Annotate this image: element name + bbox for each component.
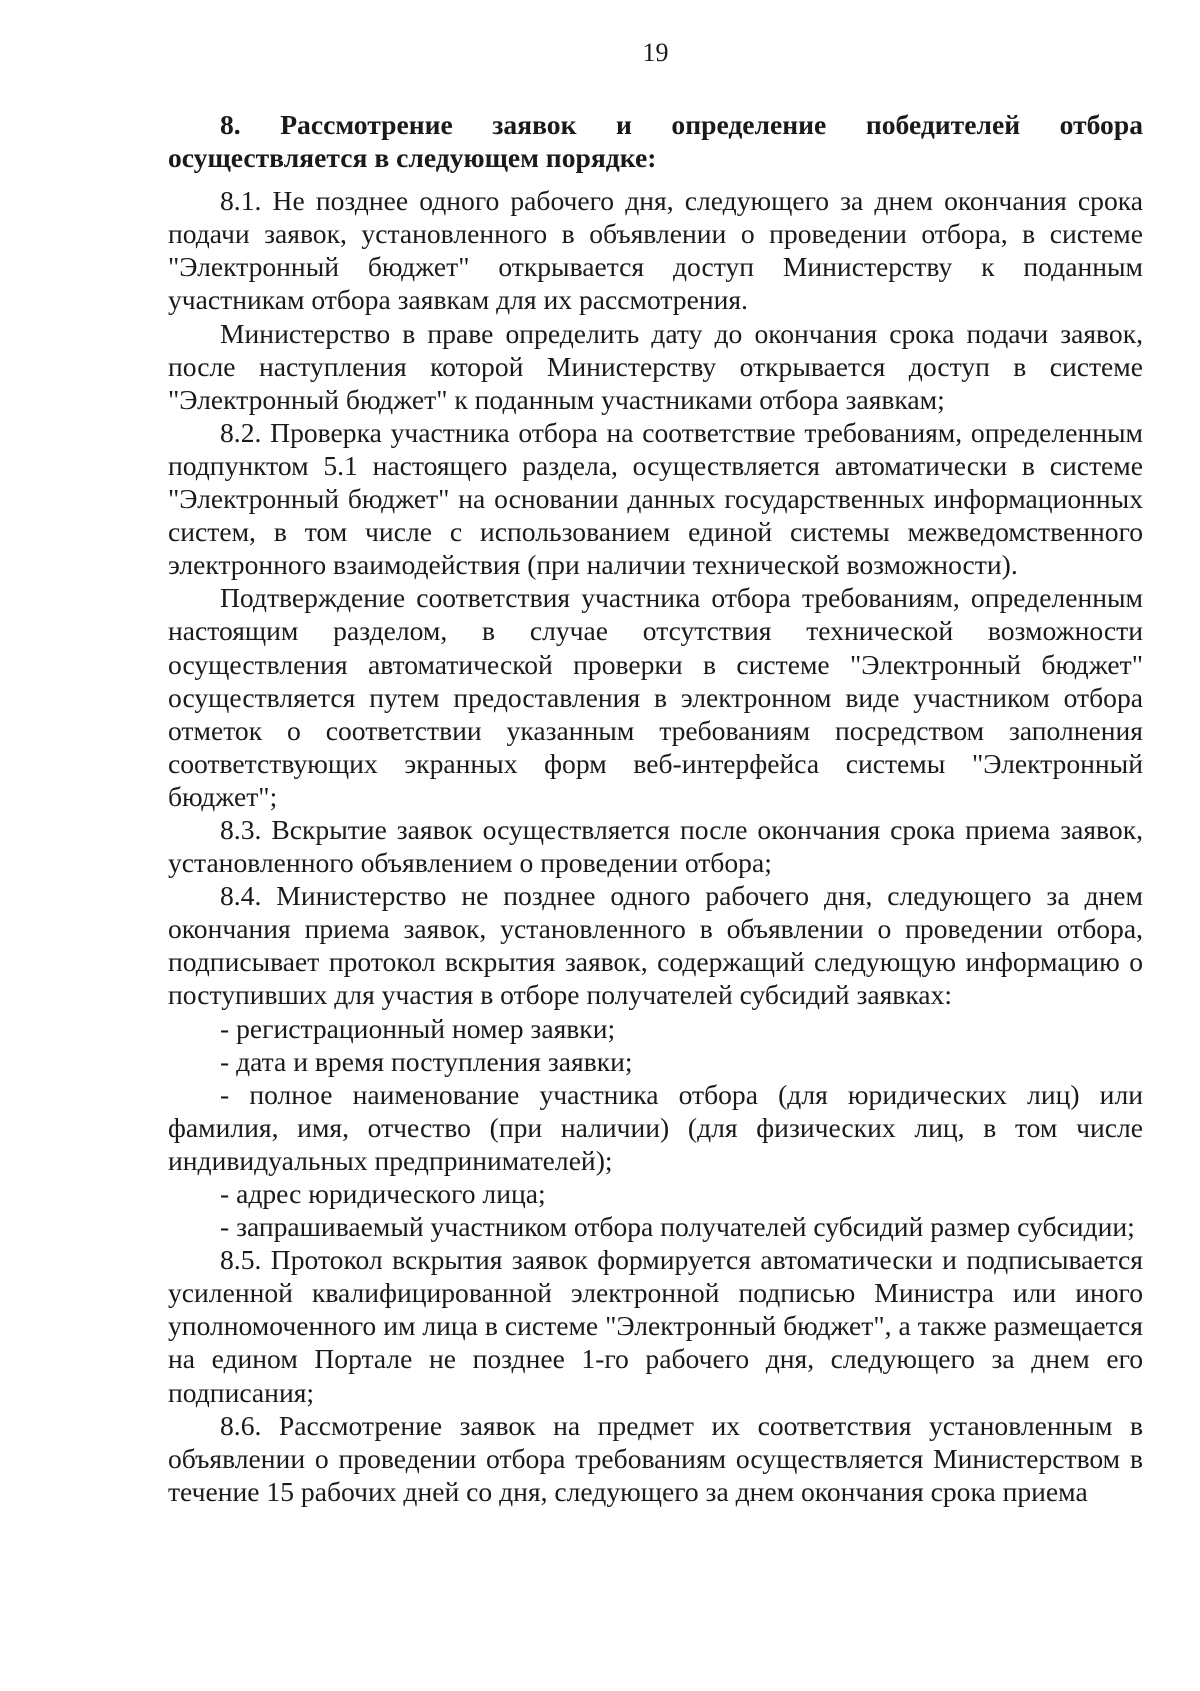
list-item-full-name: - полное наименование участника отбора (для юридических лиц) или фамилия, имя, отчество (при наличии) (для физических лиц, в том числе индивидуальных предпринимателей); <box>168 1078 1143 1176</box>
list-item-registration-number: - регистрационный номер заявки; <box>220 1012 616 1044</box>
list-item-address: - адрес юридического лица; <box>220 1178 546 1209</box>
paragraph-8-2: 8.2. Проверка участника отбора на соответствие требованиям, определенным подпунктом 5.1 настоящего раздела, осуществляется автоматически в системе "Электронный бюджет" на основании данных государственных информационных систем, в том числе с использованием единой системы межведомственного электронного взаимодействия (при наличии технической возможности). <box>168 416 1143 581</box>
paragraph-8-6: 8.6. Рассмотрение заявок на предмет их соответствия установленным в объявлении о проведении отбора требованиям осуществляется Министерством в течение 15 рабочих дней со дня, следующего за днем окончания срока приема <box>168 1409 1143 1507</box>
document-body <box>168 108 1143 1508</box>
paragraph-8-2-continued: Подтверждение соответствия участника отбора требованиям, определенным настоящим разделом, в случае отсутствия технической возможности осуществления автоматической проверки в системе "Электронный бюджет" осуществляется путем предоставления в электронном виде участником отбора отметок о соответствии указанным требованиям посредством заполнения соответствующих экранных форм веб-интерфейса системы "Электронный бюджет"; <box>168 582 1143 812</box>
page-number: 19 <box>642 38 669 67</box>
list-item-date-time: - дата и время поступления заявки; <box>220 1045 633 1077</box>
paragraph-8-5: 8.5. Протокол вскрытия заявок формируется автоматически и подписывается усиленной квалифицированной электронной подписью Министра или иного уполномоченного им лица в системе "Электронный бюджет", а также размещается на едином Портале не позднее 1-го рабочего дня, следующего за днем его подписания; <box>168 1244 1143 1408</box>
paragraph-8-3: 8.3. Вскрытие заявок осуществляется после окончания срока приема заявок, установленного объявлением о проведении отбора; <box>168 813 1143 879</box>
paragraph-8-4: 8.4. Министерство не позднее одного рабочего дня, следующего за днем окончания приема заявок, установленного в объявлении о проведении отбора, подписывает протокол вскрытия заявок, содержащий следующую информацию о поступивших для участия в отборе получателей субсидий заявках: <box>168 880 1143 1011</box>
section-heading: 8. Рассмотрение заявок и определение победителей отбора осуществляется в следующем порядке: <box>168 109 1143 174</box>
paragraph-8-1: 8.1. Не позднее одного рабочего дня, следующего за днем окончания срока подачи заявок, установленного в объявлении о проведении отбора, в системе "Электронный бюджет" открывается доступ Министерству к поданным участникам отбора заявкам для их рассмотрения. <box>168 185 1143 316</box>
list-item-subsidy-amount: - запрашиваемый участником отбора получателей субсидий размер субсидии; <box>220 1211 1135 1243</box>
paragraph-8-1-continued: Министерство в праве определить дату до окончания срока подачи заявок, после наступления которой Министерству открывается доступ в системе "Электронный бюджет" к поданным участниками отбора заявкам; <box>168 317 1143 415</box>
